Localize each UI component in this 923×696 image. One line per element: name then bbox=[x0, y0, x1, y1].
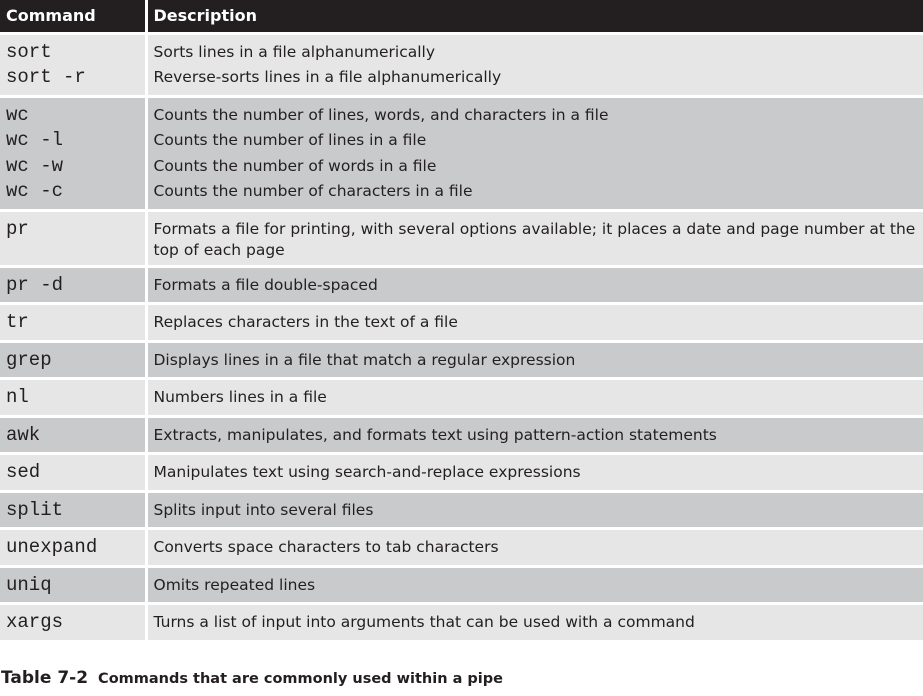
command-text: grep bbox=[6, 348, 52, 371]
table-row bbox=[0, 33, 923, 96]
description-text: Turns a list of input into arguments that can be used with a command bbox=[153, 613, 695, 631]
command-cell bbox=[0, 341, 146, 379]
description-cell bbox=[146, 96, 923, 210]
command-cell bbox=[0, 379, 146, 417]
description-cell bbox=[146, 566, 923, 604]
table-row bbox=[0, 416, 923, 454]
table-row bbox=[0, 341, 923, 379]
description-cell bbox=[146, 341, 923, 379]
table-row bbox=[0, 96, 923, 210]
description-cell bbox=[146, 529, 923, 567]
description-cell bbox=[146, 454, 923, 492]
table-row bbox=[0, 304, 923, 342]
table-row bbox=[0, 454, 923, 492]
command-text: nl bbox=[6, 386, 29, 408]
command-text: unexpand bbox=[6, 536, 98, 558]
description-text: Counts the number of lines, words, and characters in a file bbox=[153, 105, 609, 124]
table-row bbox=[0, 604, 923, 640]
description-cell bbox=[146, 379, 923, 417]
command-text: tr bbox=[6, 311, 29, 333]
table-row bbox=[0, 566, 923, 604]
description-text: Converts space characters to tab characters bbox=[153, 538, 499, 556]
description-text: Counts the number of characters in a file bbox=[153, 182, 473, 200]
command-text: uniq bbox=[6, 573, 52, 596]
table-caption-text: Commands that are commonly used within a pipe bbox=[98, 671, 503, 687]
command-cell bbox=[0, 304, 146, 342]
description-text: Formats a file for printing, with several options available; it places a date and page number at the top of each page bbox=[153, 219, 916, 259]
table-body bbox=[0, 33, 923, 640]
description-cell bbox=[146, 604, 923, 640]
command-cell bbox=[0, 566, 146, 604]
command-cell bbox=[0, 529, 146, 567]
table-row bbox=[0, 491, 923, 529]
description-cell bbox=[146, 33, 923, 96]
description-text: Numbers lines in a file bbox=[153, 388, 327, 406]
description-cell bbox=[146, 210, 923, 266]
description-text: Splits input into several files bbox=[153, 500, 374, 519]
description-cell bbox=[146, 304, 923, 342]
command-cell bbox=[0, 491, 146, 529]
command-text: split bbox=[6, 498, 64, 521]
description-text: Counts the number of words in a file bbox=[153, 156, 437, 175]
description-text: Manipulates text using search-and-replace expressions bbox=[153, 463, 581, 481]
table-header-row bbox=[0, 0, 923, 33]
command-text: wc -c bbox=[6, 180, 64, 202]
table-row bbox=[0, 266, 923, 304]
description-text: Extracts, manipulates, and formats text using pattern-action statements bbox=[153, 425, 717, 444]
description-column-header: Description bbox=[146, 0, 923, 33]
command-text: sort bbox=[6, 40, 52, 63]
table-row bbox=[0, 210, 923, 266]
command-cell bbox=[0, 266, 146, 304]
table-caption bbox=[1, 668, 503, 688]
command-text: wc -l bbox=[6, 129, 64, 151]
command-cell bbox=[0, 604, 146, 640]
command-cell bbox=[0, 33, 146, 96]
description-text: Formats a file double-spaced bbox=[153, 275, 378, 294]
description-text: Counts the number of lines in a file bbox=[153, 131, 427, 149]
table-row bbox=[0, 379, 923, 417]
command-cell bbox=[0, 96, 146, 210]
table-number: Table 7-2 bbox=[1, 668, 89, 688]
command-cell bbox=[0, 454, 146, 492]
description-cell bbox=[146, 416, 923, 454]
command-text: pr bbox=[6, 217, 29, 240]
description-text: Omits repeated lines bbox=[153, 575, 316, 594]
command-text: awk bbox=[6, 423, 41, 446]
description-text: Reverse-sorts lines in a file alphanumerically bbox=[153, 68, 502, 86]
command-text: sed bbox=[6, 461, 41, 483]
description-cell bbox=[146, 491, 923, 529]
description-cell bbox=[146, 266, 923, 304]
command-column-header: Command bbox=[6, 6, 96, 26]
command-cell bbox=[0, 416, 146, 454]
command-text: wc bbox=[6, 103, 29, 126]
description-text: Displays lines in a file that match a regular expression bbox=[153, 350, 576, 369]
description-text: Replaces characters in the text of a file bbox=[153, 313, 458, 331]
description-text: Sorts lines in a file alphanumerically bbox=[153, 42, 435, 61]
table-row bbox=[0, 529, 923, 567]
command-text: pr -d bbox=[6, 273, 64, 296]
command-cell bbox=[0, 210, 146, 266]
command-text: xargs bbox=[6, 611, 64, 633]
command-text: wc -w bbox=[6, 154, 64, 177]
command-text: sort -r bbox=[6, 66, 86, 88]
